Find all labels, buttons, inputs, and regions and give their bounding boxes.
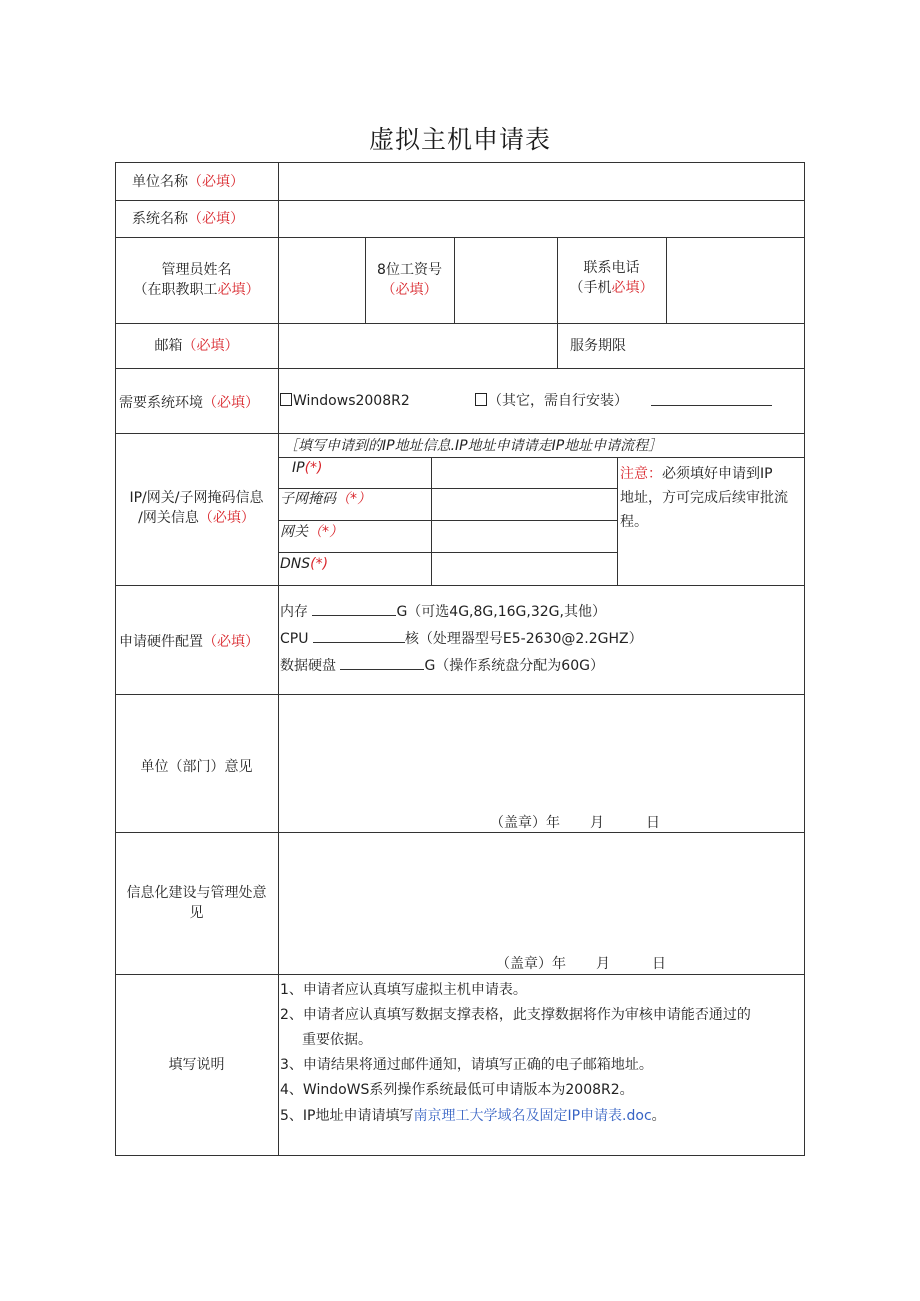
env-option-other[interactable]: （其它，需自行安装） [475,391,628,411]
dept-seal-date: （盖章）年 月 日 [490,815,660,831]
email-field[interactable] [280,325,555,366]
info-opinion-label: 信息化建设与管理处意 见 [126,885,267,921]
instruction-4: 4、WindoWS系列操作系统最低可申请版本为2008R2。 [280,1082,634,1098]
admin-name-field[interactable] [280,239,363,321]
instructions-label: 填写说明 [168,1057,225,1073]
checkbox-icon[interactable] [475,393,487,406]
row-divider [115,200,805,201]
disk-input[interactable] [340,655,424,670]
ip-field[interactable] [433,459,615,487]
email-label: 邮箱（必填） [154,338,239,354]
service-period-label: 服务期限 [570,338,626,354]
dns-field-label: DNS(*) [280,556,329,572]
phone-label: 联系电话 （手机必填） [569,260,654,296]
system-name-label: 系统名称（必填） [132,211,244,227]
instruction-2-cont: 重要依据。 [302,1032,372,1048]
env-label: 需要系统环境（必填） [119,395,259,411]
mask-field-label: 子网掩码（*） [280,491,371,507]
gateway-field-label: 网关（*） [280,524,343,540]
row-divider [115,585,805,586]
ip-divider [278,552,617,553]
ip-info-label: IP/网关/子网掩码信息 /网关信息（必填） [129,490,264,526]
memory-input[interactable] [312,601,396,616]
instruction-5: 5、IP地址申请请填写南京理工大学域名及固定IP申请表.doc。 [280,1108,666,1124]
gateway-field[interactable] [433,522,615,551]
admin-name-label: 管理员姓名 （在职教职工必填） [133,262,260,298]
ip-note: 注意：必须填好申请到IP 地址，方可完成后续审批流 程。 [620,466,788,530]
ip-divider [278,520,617,521]
ip-field-label: IP(*) [292,460,323,476]
info-seal-date: （盖章）年 月 日 [496,956,666,972]
row-divider [115,832,805,833]
cpu-input[interactable] [313,628,405,643]
hardware-memory: 内存 G（可选4G,8G,16G,32G,其他） [280,601,606,622]
system-name-field[interactable] [280,202,802,235]
row-divider [115,368,805,369]
staff-id-label: 8位工资号 （必填） [377,262,442,298]
ip-divider [278,457,805,458]
phone-field[interactable] [668,239,803,321]
dept-opinion-label: 单位（部门）意见 [140,759,253,775]
hardware-disk: 数据硬盘 G（操作系统盘分配为60G） [280,655,604,676]
mask-field[interactable] [433,490,615,519]
instruction-2: 2、申请者应认真填写数据支撑表格，此支撑数据将作为审核申请能否通过的 [280,1007,751,1023]
col-divider [278,162,279,1156]
instruction-3: 3、申请结果将通过邮件通知，请填写正确的电子邮箱地址。 [280,1057,653,1073]
unit-name-field[interactable] [280,164,802,198]
row-divider [115,237,805,238]
col-divider [557,237,558,368]
row-divider [115,433,805,434]
info-opinion-field[interactable] [280,834,802,944]
page-title: 虚拟主机申请表 [368,125,551,154]
row-divider [115,694,805,695]
hardware-label: 申请硬件配置（必填） [119,634,259,650]
ip-banner: ［填写申请到的IP地址信息.IP地址申请请走IP地址申请流程］ [284,438,663,454]
dns-field[interactable] [433,554,615,584]
env-option-windows[interactable]: Windows2008R2 [280,391,410,411]
env-other-field[interactable] [651,391,772,412]
row-divider [115,323,805,324]
unit-name-label: 单位名称（必填） [132,174,244,190]
col-divider [454,237,455,323]
row-divider [115,974,805,975]
instruction-1: 1、申请者应认真填写虚拟主机申请表。 [280,982,527,998]
hardware-cpu: CPU 核（处理器型号E5-2630@2.2GHZ） [280,628,643,649]
staff-id-field[interactable] [456,239,555,321]
dept-opinion-field[interactable] [280,696,802,801]
col-divider [666,237,667,323]
ip-divider [431,457,432,585]
ip-form-link[interactable]: 南京理工大学域名及固定IP申请表.doc [413,1108,652,1124]
ip-divider [617,457,618,585]
checkbox-icon[interactable] [280,393,292,406]
